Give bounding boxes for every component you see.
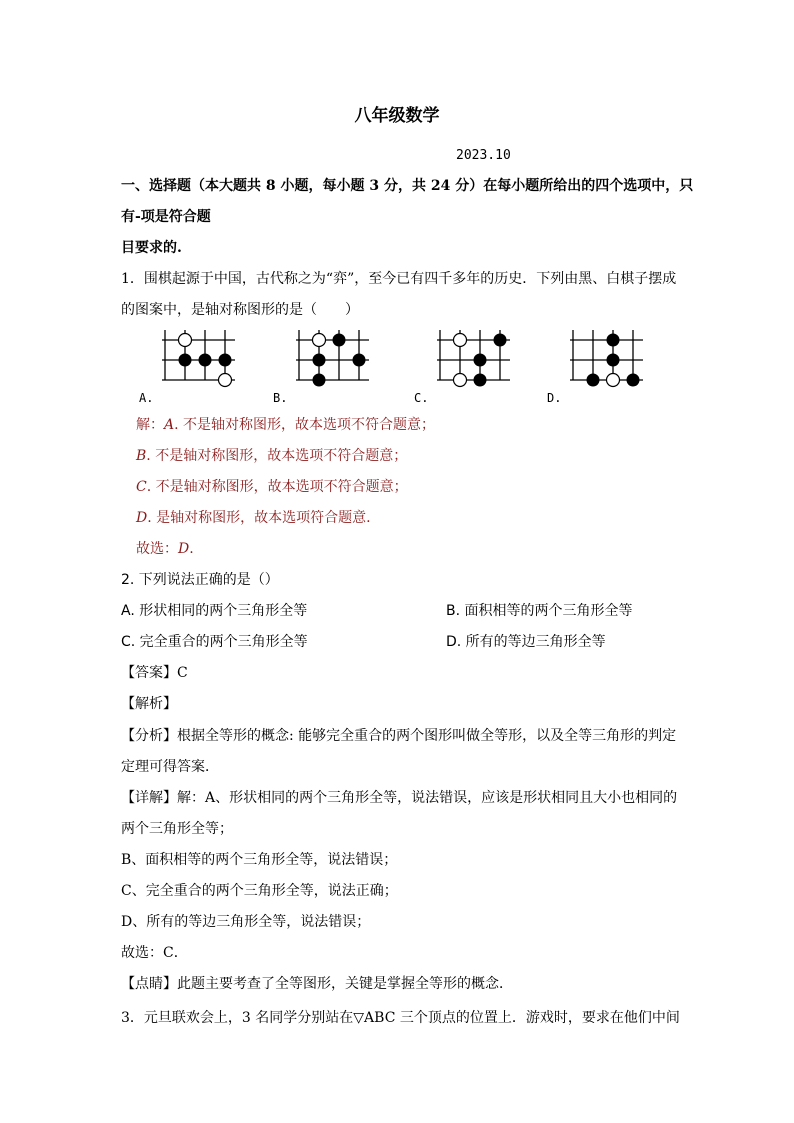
q2-fenxi-line2: 定理可得答案． <box>121 759 219 775</box>
q2-answer: 【答案】C <box>121 665 188 681</box>
black-stone <box>627 374 640 387</box>
q2-detail-d: D、所有的等边三角形全等，说法错误； <box>121 914 371 930</box>
white-stone <box>313 334 326 347</box>
solution-c-text: . 不是轴对称图形，故本选项不符合题意； <box>146 479 408 495</box>
q1-solution-c <box>136 477 408 497</box>
black-stone <box>587 374 600 387</box>
solution-a-label: A <box>164 417 175 433</box>
section-intro-line2: 有-项是符合题 <box>121 209 211 225</box>
q1-option-c-label: C. <box>414 391 429 405</box>
q1-answer <box>136 539 194 559</box>
black-stone <box>474 354 487 367</box>
q2-detail-c: C、完全重合的两个三角形全等，说法正确； <box>121 883 398 899</box>
q2-analysis-heading: 【解析】 <box>121 696 177 712</box>
q2-option-a: A. 形状相同的两个三角形全等 <box>121 603 308 619</box>
exam-date: 2023.10 <box>456 148 511 163</box>
q1-stem-line1: 1．围棋起源于中国，古代称之为“弈”，至今已有四千多年的历史．下列由黑、白棋子摆成 <box>121 271 677 287</box>
black-stone <box>313 374 326 387</box>
q1-stem-line2: 的图案中，是轴对称图形的是（ ） <box>121 302 359 318</box>
q2-detail-line1: 【详解】解：A、形状相同的两个三角形全等，说法错误，应该是形状相同且大小也相同的 <box>121 790 678 806</box>
black-stone <box>313 354 326 367</box>
solution-d-label: D <box>136 510 148 526</box>
q1-solution-a <box>136 415 435 435</box>
solution-d-text: . 是轴对称图形，故本选项符合题意. <box>147 510 371 526</box>
black-stone <box>179 354 192 367</box>
q2-option-b: B. 面积相等的两个三角形全等 <box>446 603 633 619</box>
go-board-a <box>160 325 240 395</box>
q2-comment: 【点睛】此题主要考查了全等图形，关键是掌握全等形的概念． <box>121 976 513 992</box>
q1-solution-b <box>136 446 407 466</box>
section-intro-line3: 目要求的. <box>121 240 182 256</box>
black-stone <box>333 334 346 347</box>
q2-fenxi-line1: 【分析】根据全等形的概念: 能够完全重合的两个图形叫做全等形，以及全等三角形的判定 <box>121 728 677 744</box>
q2-detail-b: B、面积相等的两个三角形全等，说法错误； <box>121 852 398 868</box>
white-stone <box>219 374 232 387</box>
white-stone <box>179 334 192 347</box>
white-stone <box>607 374 620 387</box>
white-stone <box>454 374 467 387</box>
black-stone <box>199 354 212 367</box>
black-stone <box>219 354 232 367</box>
solution-a-text: . 不是轴对称图形，故本选项不符合题意； <box>174 417 436 433</box>
white-stone <box>454 334 467 347</box>
q1-option-d-label: D. <box>547 391 562 405</box>
black-stone <box>353 354 366 367</box>
black-stone <box>607 334 620 347</box>
black-stone <box>494 334 507 347</box>
page-title: 八年级数学 <box>354 106 440 126</box>
q1-option-a-label: A. <box>139 391 154 405</box>
q2-conclusion: 故选：C． <box>121 945 188 961</box>
q2-option-d: D. 所有的等边三角形全等 <box>446 634 606 650</box>
solution-prefix: 解： <box>136 417 164 433</box>
q2-stem: 2. 下列说法正确的是（） <box>121 572 279 588</box>
q1-solution-d <box>136 508 371 528</box>
q2-option-c: C. 完全重合的两个三角形全等 <box>121 634 308 650</box>
black-stone <box>607 354 620 367</box>
section-intro-line1: 一、选择题（本大题共 8 小题，每小题 3 分，共 24 分）在每小题所给出的四个选项中，只 <box>121 178 694 194</box>
solution-c-label: C <box>136 479 147 495</box>
go-board-b <box>294 325 374 395</box>
q2-detail-line2: 两个三角形全等； <box>121 821 233 837</box>
go-board-d <box>568 325 648 395</box>
q1-option-b-label: B. <box>273 391 288 405</box>
black-stone <box>474 374 487 387</box>
answer-value: D <box>178 541 190 557</box>
answer-suffix: . <box>189 541 194 557</box>
go-board-c <box>435 325 515 395</box>
solution-b-text: . 不是轴对称图形，故本选项不符合题意； <box>146 448 408 464</box>
answer-prefix: 故选： <box>136 541 178 557</box>
solution-b-label: B <box>136 448 147 464</box>
q3-stem-line1: 3．元旦联欢会上，3 名同学分别站在▽ABC 三个顶点的位置上．游戏时，要求在他们中间 <box>121 1010 680 1026</box>
